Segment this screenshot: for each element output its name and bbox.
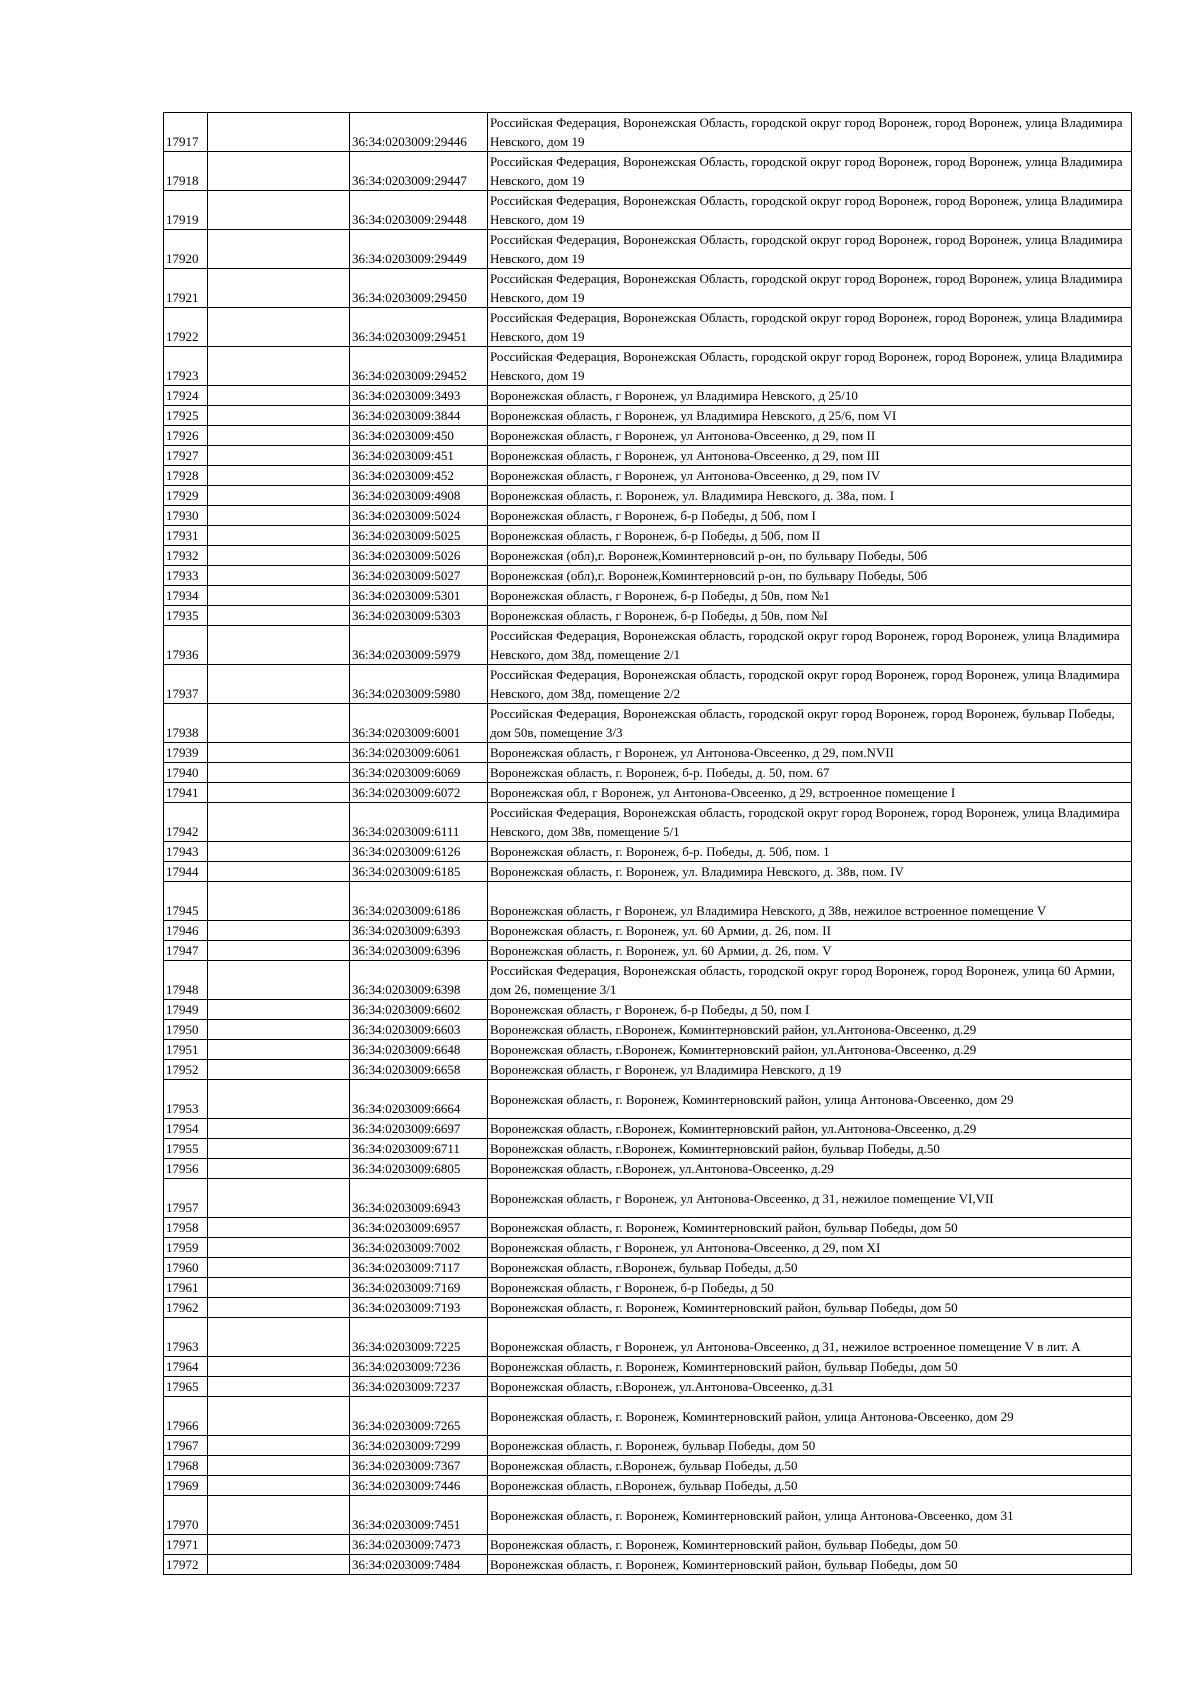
row-number-cell: 17968 bbox=[164, 1456, 208, 1476]
row-number-cell: 17950 bbox=[164, 1020, 208, 1040]
table-row bbox=[164, 386, 1132, 406]
empty-cell bbox=[208, 1040, 350, 1060]
row-number-cell: 17972 bbox=[164, 1555, 208, 1575]
address-cell: Российская Федерация, Воронежская Область, городской округ город Воронеж, город Воронеж, улица Владимира Невского, дом 19 bbox=[488, 269, 1132, 308]
address-cell: Воронежская (обл),г. Воронеж,Коминтерновсий р-он, по бульвару Победы, 50б bbox=[488, 566, 1132, 586]
empty-cell bbox=[208, 941, 350, 961]
cadastral-number-cell: 36:34:0203009:7446 bbox=[350, 1476, 488, 1496]
empty-cell bbox=[208, 1020, 350, 1040]
row-number-cell: 17925 bbox=[164, 406, 208, 426]
table-row bbox=[164, 921, 1132, 941]
empty-cell bbox=[208, 1535, 350, 1555]
row-number-cell: 17920 bbox=[164, 230, 208, 269]
table-row bbox=[164, 1020, 1132, 1040]
table-row bbox=[164, 1476, 1132, 1496]
registry-table bbox=[163, 112, 1132, 1575]
empty-cell bbox=[208, 1080, 350, 1119]
address-cell: Воронежская область, г Воронеж, б-р Победы, д 50б, пом II bbox=[488, 526, 1132, 546]
row-number-cell: 17969 bbox=[164, 1476, 208, 1496]
table-row bbox=[164, 406, 1132, 426]
cadastral-number-cell: 36:34:0203009:29451 bbox=[350, 308, 488, 347]
empty-cell bbox=[208, 191, 350, 230]
empty-cell bbox=[208, 1258, 350, 1278]
row-number-cell: 17962 bbox=[164, 1298, 208, 1318]
empty-cell bbox=[208, 1456, 350, 1476]
row-number-cell: 17970 bbox=[164, 1496, 208, 1535]
cadastral-number-cell: 36:34:0203009:5303 bbox=[350, 606, 488, 626]
table-row bbox=[164, 626, 1132, 665]
table-row bbox=[164, 1436, 1132, 1456]
table-row bbox=[164, 1496, 1132, 1535]
address-cell: Воронежская область, г. Воронеж, ул. Владимира Невского, д. 38а, пом. I bbox=[488, 486, 1132, 506]
cadastral-number-cell: 36:34:0203009:5024 bbox=[350, 506, 488, 526]
cadastral-number-cell: 36:34:0203009:5979 bbox=[350, 626, 488, 665]
table-row bbox=[164, 1357, 1132, 1377]
table-row bbox=[164, 1535, 1132, 1555]
table-row bbox=[164, 803, 1132, 842]
address-cell: Воронежская область, г.Воронеж, бульвар Победы, д.50 bbox=[488, 1476, 1132, 1496]
row-number-cell: 17946 bbox=[164, 921, 208, 941]
table-row bbox=[164, 113, 1132, 152]
table-row bbox=[164, 1080, 1132, 1119]
row-number-cell: 17919 bbox=[164, 191, 208, 230]
cadastral-number-cell: 36:34:0203009:7299 bbox=[350, 1436, 488, 1456]
row-number-cell: 17938 bbox=[164, 704, 208, 743]
address-cell: Воронежская область, г. Воронеж, Коминтерновский район, бульвар Победы, дом 50 bbox=[488, 1357, 1132, 1377]
table-row bbox=[164, 1238, 1132, 1258]
empty-cell bbox=[208, 269, 350, 308]
address-cell: Российская Федерация, Воронежская Область, городской округ город Воронеж, город Воронеж, улица Владимира Невского, дом 19 bbox=[488, 152, 1132, 191]
table-row bbox=[164, 586, 1132, 606]
address-cell: Воронежская область, г.Воронеж, Коминтерновский район, бульвар Победы, д.50 bbox=[488, 1139, 1132, 1159]
cadastral-number-cell: 36:34:0203009:6805 bbox=[350, 1159, 488, 1179]
cadastral-number-cell: 36:34:0203009:29447 bbox=[350, 152, 488, 191]
cadastral-number-cell: 36:34:0203009:7225 bbox=[350, 1318, 488, 1357]
row-number-cell: 17940 bbox=[164, 763, 208, 783]
table-row bbox=[164, 566, 1132, 586]
address-cell: Воронежская обл, г Воронеж, ул Антонова-Овсеенко, д 29, встроенное помещение I bbox=[488, 783, 1132, 803]
empty-cell bbox=[208, 506, 350, 526]
table-row bbox=[164, 1278, 1132, 1298]
empty-cell bbox=[208, 1357, 350, 1377]
table-row bbox=[164, 1456, 1132, 1476]
empty-cell bbox=[208, 763, 350, 783]
empty-cell bbox=[208, 665, 350, 704]
cadastral-number-cell: 36:34:0203009:6069 bbox=[350, 763, 488, 783]
address-cell: Воронежская область, г. Воронеж, Коминтерновский район, улица Антонова-Овсеенко, дом 31 bbox=[488, 1496, 1132, 1535]
address-cell: Воронежская область, г Воронеж, ул Антонова-Овсеенко, д 29, пом III bbox=[488, 446, 1132, 466]
row-number-cell: 17960 bbox=[164, 1258, 208, 1278]
address-cell: Воронежская область, г. Воронеж, Коминтерновский район, бульвар Победы, дом 50 bbox=[488, 1555, 1132, 1575]
table-row bbox=[164, 466, 1132, 486]
cadastral-number-cell: 36:34:0203009:452 bbox=[350, 466, 488, 486]
empty-cell bbox=[208, 704, 350, 743]
cadastral-number-cell: 36:34:0203009:6658 bbox=[350, 1060, 488, 1080]
table-row bbox=[164, 606, 1132, 626]
cadastral-number-cell: 36:34:0203009:6185 bbox=[350, 862, 488, 882]
row-number-cell: 17921 bbox=[164, 269, 208, 308]
address-cell: Воронежская область, г. Воронеж, Коминтерновский район, бульвар Победы, дом 50 bbox=[488, 1298, 1132, 1318]
table-row bbox=[164, 704, 1132, 743]
empty-cell bbox=[208, 1397, 350, 1436]
address-cell: Воронежская область, г Воронеж, б-р Победы, д 50, пом I bbox=[488, 1000, 1132, 1020]
cadastral-number-cell: 36:34:0203009:5027 bbox=[350, 566, 488, 586]
table-row bbox=[164, 763, 1132, 783]
address-cell: Воронежская область, г. Воронеж, бульвар Победы, дом 50 bbox=[488, 1436, 1132, 1456]
table-row bbox=[164, 426, 1132, 446]
cadastral-number-cell: 36:34:0203009:29449 bbox=[350, 230, 488, 269]
table-row bbox=[164, 269, 1132, 308]
empty-cell bbox=[208, 1496, 350, 1535]
address-cell: Воронежская область, г Воронеж, ул Владимира Невского, д 38в, нежилое встроенное помещение V bbox=[488, 882, 1132, 921]
empty-cell bbox=[208, 230, 350, 269]
cadastral-number-cell: 36:34:0203009:6711 bbox=[350, 1139, 488, 1159]
row-number-cell: 17928 bbox=[164, 466, 208, 486]
table-row bbox=[164, 308, 1132, 347]
empty-cell bbox=[208, 1159, 350, 1179]
empty-cell bbox=[208, 743, 350, 763]
empty-cell bbox=[208, 606, 350, 626]
table-row bbox=[164, 1139, 1132, 1159]
address-cell: Воронежская область, г.Воронеж, ул.Антонова-Овсеенко, д.31 bbox=[488, 1377, 1132, 1397]
cadastral-number-cell: 36:34:0203009:6398 bbox=[350, 961, 488, 1000]
address-cell: Воронежская область, г. Воронеж, ул. 60 Армии, д. 26, пом. V bbox=[488, 941, 1132, 961]
cadastral-number-cell: 36:34:0203009:7367 bbox=[350, 1456, 488, 1476]
address-cell: Российская Федерация, Воронежская Область, городской округ город Воронеж, город Воронеж, улица Владимира Невского, дом 19 bbox=[488, 191, 1132, 230]
address-cell: Воронежская область, г.Воронеж, бульвар Победы, д.50 bbox=[488, 1258, 1132, 1278]
empty-cell bbox=[208, 586, 350, 606]
table-row bbox=[164, 961, 1132, 1000]
address-cell: Российская Федерация, Воронежская область, городской округ город Воронеж, город Воронеж, улица 60 Армии, дом 26, помещение 3/1 bbox=[488, 961, 1132, 1000]
row-number-cell: 17922 bbox=[164, 308, 208, 347]
row-number-cell: 17935 bbox=[164, 606, 208, 626]
table-row bbox=[164, 842, 1132, 862]
empty-cell bbox=[208, 406, 350, 426]
row-number-cell: 17947 bbox=[164, 941, 208, 961]
table-row bbox=[164, 506, 1132, 526]
address-cell: Воронежская область, г. Воронеж, б-р. Победы, д. 50б, пом. 1 bbox=[488, 842, 1132, 862]
table-row bbox=[164, 1397, 1132, 1436]
table-row bbox=[164, 1218, 1132, 1238]
table-row bbox=[164, 152, 1132, 191]
row-number-cell: 17967 bbox=[164, 1436, 208, 1456]
empty-cell bbox=[208, 1060, 350, 1080]
table-row bbox=[164, 941, 1132, 961]
cadastral-number-cell: 36:34:0203009:6943 bbox=[350, 1179, 488, 1218]
empty-cell bbox=[208, 1218, 350, 1238]
empty-cell bbox=[208, 1119, 350, 1139]
row-number-cell: 17951 bbox=[164, 1040, 208, 1060]
address-cell: Воронежская область, г Воронеж, ул Антонова-Овсеенко, д 31, нежилое помещение VI,VII bbox=[488, 1179, 1132, 1218]
address-cell: Воронежская область, г. Воронеж, Коминтерновский район, улица Антонова-Овсеенко, дом 29 bbox=[488, 1080, 1132, 1119]
cadastral-number-cell: 36:34:0203009:3844 bbox=[350, 406, 488, 426]
address-cell: Российская Федерация, Воронежская область, городской округ город Воронеж, город Воронеж, бульвар Победы, дом 50в, помещение 3/3 bbox=[488, 704, 1132, 743]
empty-cell bbox=[208, 466, 350, 486]
table-row bbox=[164, 1000, 1132, 1020]
table-row bbox=[164, 446, 1132, 466]
row-number-cell: 17941 bbox=[164, 783, 208, 803]
empty-cell bbox=[208, 882, 350, 921]
cadastral-number-cell: 36:34:0203009:7237 bbox=[350, 1377, 488, 1397]
empty-cell bbox=[208, 566, 350, 586]
empty-cell bbox=[208, 386, 350, 406]
address-cell: Российская Федерация, Воронежская область, городской округ город Воронеж, город Воронеж, улица Владимира Невского, дом 38д, помещение 2/2 bbox=[488, 665, 1132, 704]
empty-cell bbox=[208, 1476, 350, 1496]
row-number-cell: 17939 bbox=[164, 743, 208, 763]
address-cell: Российская Федерация, Воронежская область, городской округ город Воронеж, город Воронеж, улица Владимира Невского, дом 38в, помещение 5/1 bbox=[488, 803, 1132, 842]
table-row bbox=[164, 1040, 1132, 1060]
empty-cell bbox=[208, 1298, 350, 1318]
empty-cell bbox=[208, 546, 350, 566]
row-number-cell: 17943 bbox=[164, 842, 208, 862]
empty-cell bbox=[208, 308, 350, 347]
table-row bbox=[164, 546, 1132, 566]
empty-cell bbox=[208, 113, 350, 152]
address-cell: Воронежская область, г. Воронеж, ул. Владимира Невского, д. 38в, пом. IV bbox=[488, 862, 1132, 882]
cadastral-number-cell: 36:34:0203009:5301 bbox=[350, 586, 488, 606]
table-row bbox=[164, 1555, 1132, 1575]
cadastral-number-cell: 36:34:0203009:5026 bbox=[350, 546, 488, 566]
row-number-cell: 17961 bbox=[164, 1278, 208, 1298]
cadastral-number-cell: 36:34:0203009:6603 bbox=[350, 1020, 488, 1040]
cadastral-number-cell: 36:34:0203009:29448 bbox=[350, 191, 488, 230]
row-number-cell: 17933 bbox=[164, 566, 208, 586]
table-row bbox=[164, 783, 1132, 803]
empty-cell bbox=[208, 1555, 350, 1575]
table-row bbox=[164, 486, 1132, 506]
address-cell: Российская Федерация, Воронежская Область, городской округ город Воронеж, город Воронеж, улица Владимира Невского, дом 19 bbox=[488, 230, 1132, 269]
row-number-cell: 17954 bbox=[164, 1119, 208, 1139]
row-number-cell: 17937 bbox=[164, 665, 208, 704]
cadastral-number-cell: 36:34:0203009:5980 bbox=[350, 665, 488, 704]
empty-cell bbox=[208, 1238, 350, 1258]
cadastral-number-cell: 36:34:0203009:6072 bbox=[350, 783, 488, 803]
empty-cell bbox=[208, 486, 350, 506]
address-cell: Воронежская область, г Воронеж, ул Владимира Невского, д 19 bbox=[488, 1060, 1132, 1080]
address-cell: Воронежская область, г Воронеж, ул Антонова-Овсеенко, д 29, пом IV bbox=[488, 466, 1132, 486]
address-cell: Воронежская область, г.Воронеж, Коминтерновский район, ул.Антонова-Овсеенко, д.29 bbox=[488, 1040, 1132, 1060]
address-cell: Воронежская область, г.Воронеж, Коминтерновский район, ул.Антонова-Овсеенко, д.29 bbox=[488, 1119, 1132, 1139]
address-cell: Российская Федерация, Воронежская Область, городской округ город Воронеж, город Воронеж, улица Владимира Невского, дом 19 bbox=[488, 347, 1132, 386]
table-row bbox=[164, 1377, 1132, 1397]
cadastral-number-cell: 36:34:0203009:6186 bbox=[350, 882, 488, 921]
row-number-cell: 17923 bbox=[164, 347, 208, 386]
cadastral-number-cell: 36:34:0203009:7117 bbox=[350, 1258, 488, 1278]
cadastral-number-cell: 36:34:0203009:7002 bbox=[350, 1238, 488, 1258]
cadastral-number-cell: 36:34:0203009:29450 bbox=[350, 269, 488, 308]
address-cell: Российская Федерация, Воронежская Область, городской округ город Воронеж, город Воронеж, улица Владимира Невского, дом 19 bbox=[488, 308, 1132, 347]
empty-cell bbox=[208, 426, 350, 446]
address-cell: Воронежская область, г Воронеж, ул Владимира Невского, д 25/10 bbox=[488, 386, 1132, 406]
row-number-cell: 17956 bbox=[164, 1159, 208, 1179]
address-cell: Воронежская область, г Воронеж, ул Владимира Невского, д 25/6, пом VI bbox=[488, 406, 1132, 426]
table-row bbox=[164, 665, 1132, 704]
empty-cell bbox=[208, 347, 350, 386]
row-number-cell: 17952 bbox=[164, 1060, 208, 1080]
cadastral-number-cell: 36:34:0203009:6396 bbox=[350, 941, 488, 961]
address-cell: Воронежская область, г Воронеж, б-р Победы, д 50в, пом №1 bbox=[488, 586, 1132, 606]
empty-cell bbox=[208, 921, 350, 941]
row-number-cell: 17958 bbox=[164, 1218, 208, 1238]
row-number-cell: 17936 bbox=[164, 626, 208, 665]
row-number-cell: 17953 bbox=[164, 1080, 208, 1119]
address-cell: Воронежская область, г. Воронеж, б-р. Победы, д. 50, пом. 67 bbox=[488, 763, 1132, 783]
empty-cell bbox=[208, 862, 350, 882]
table-row bbox=[164, 526, 1132, 546]
cadastral-number-cell: 36:34:0203009:6061 bbox=[350, 743, 488, 763]
table-row bbox=[164, 1258, 1132, 1278]
address-cell: Воронежская область, г. Воронеж, Коминтерновский район, бульвар Победы, дом 50 bbox=[488, 1218, 1132, 1238]
row-number-cell: 17965 bbox=[164, 1377, 208, 1397]
address-cell: Воронежская область, г Воронеж, б-р Победы, д 50в, пом №I bbox=[488, 606, 1132, 626]
cadastral-number-cell: 36:34:0203009:4908 bbox=[350, 486, 488, 506]
cadastral-number-cell: 36:34:0203009:6126 bbox=[350, 842, 488, 862]
row-number-cell: 17963 bbox=[164, 1318, 208, 1357]
row-number-cell: 17957 bbox=[164, 1179, 208, 1218]
cadastral-number-cell: 36:34:0203009:6697 bbox=[350, 1119, 488, 1139]
address-cell: Воронежская область, г Воронеж, б-р Победы, д 50б, пом I bbox=[488, 506, 1132, 526]
cadastral-number-cell: 36:34:0203009:6664 bbox=[350, 1080, 488, 1119]
address-cell: Воронежская область, г Воронеж, ул Антонова-Овсеенко, д 29, пом.NVII bbox=[488, 743, 1132, 763]
empty-cell bbox=[208, 803, 350, 842]
cadastral-number-cell: 36:34:0203009:7473 bbox=[350, 1535, 488, 1555]
cadastral-number-cell: 36:34:0203009:6957 bbox=[350, 1218, 488, 1238]
cadastral-number-cell: 36:34:0203009:7451 bbox=[350, 1496, 488, 1535]
cadastral-number-cell: 36:34:0203009:6602 bbox=[350, 1000, 488, 1020]
row-number-cell: 17964 bbox=[164, 1357, 208, 1377]
table-row bbox=[164, 230, 1132, 269]
row-number-cell: 17966 bbox=[164, 1397, 208, 1436]
cadastral-number-cell: 36:34:0203009:7484 bbox=[350, 1555, 488, 1575]
cadastral-number-cell: 36:34:0203009:5025 bbox=[350, 526, 488, 546]
row-number-cell: 17934 bbox=[164, 586, 208, 606]
address-cell: Воронежская область, г.Воронеж, Коминтерновский район, ул.Антонова-Овсеенко, д.29 bbox=[488, 1020, 1132, 1040]
address-cell: Воронежская область, г Воронеж, ул Антонова-Овсеенко, д 29, пом XI bbox=[488, 1238, 1132, 1258]
cadastral-number-cell: 36:34:0203009:7236 bbox=[350, 1357, 488, 1377]
row-number-cell: 17945 bbox=[164, 882, 208, 921]
empty-cell bbox=[208, 961, 350, 1000]
cadastral-number-cell: 36:34:0203009:29446 bbox=[350, 113, 488, 152]
address-cell: Воронежская область, г. Воронеж, Коминтерновский район, улица Антонова-Овсеенко, дом 29 bbox=[488, 1397, 1132, 1436]
empty-cell bbox=[208, 626, 350, 665]
cadastral-number-cell: 36:34:0203009:450 bbox=[350, 426, 488, 446]
cadastral-number-cell: 36:34:0203009:3493 bbox=[350, 386, 488, 406]
table-row bbox=[164, 1159, 1132, 1179]
empty-cell bbox=[208, 1318, 350, 1357]
table-row bbox=[164, 882, 1132, 921]
table-row bbox=[164, 1060, 1132, 1080]
cadastral-number-cell: 36:34:0203009:7193 bbox=[350, 1298, 488, 1318]
row-number-cell: 17931 bbox=[164, 526, 208, 546]
empty-cell bbox=[208, 842, 350, 862]
table-row bbox=[164, 862, 1132, 882]
empty-cell bbox=[208, 1377, 350, 1397]
table-row bbox=[164, 1119, 1132, 1139]
table-row bbox=[164, 1318, 1132, 1357]
address-cell: Воронежская область, г.Воронеж, бульвар Победы, д.50 bbox=[488, 1456, 1132, 1476]
table-row bbox=[164, 1298, 1132, 1318]
row-number-cell: 17927 bbox=[164, 446, 208, 466]
empty-cell bbox=[208, 1179, 350, 1218]
table-row bbox=[164, 743, 1132, 763]
address-cell: Российская Федерация, Воронежская Область, городской округ город Воронеж, город Воронеж, улица Владимира Невского, дом 19 bbox=[488, 113, 1132, 152]
row-number-cell: 17948 bbox=[164, 961, 208, 1000]
row-number-cell: 17926 bbox=[164, 426, 208, 446]
address-cell: Воронежская область, г Воронеж, ул Антонова-Овсеенко, д 29, пом II bbox=[488, 426, 1132, 446]
empty-cell bbox=[208, 1278, 350, 1298]
row-number-cell: 17918 bbox=[164, 152, 208, 191]
row-number-cell: 17930 bbox=[164, 506, 208, 526]
row-number-cell: 17959 bbox=[164, 1238, 208, 1258]
empty-cell bbox=[208, 1000, 350, 1020]
row-number-cell: 17917 bbox=[164, 113, 208, 152]
empty-cell bbox=[208, 1436, 350, 1456]
cadastral-number-cell: 36:34:0203009:7265 bbox=[350, 1397, 488, 1436]
table-row bbox=[164, 347, 1132, 386]
table-row bbox=[164, 1179, 1132, 1218]
row-number-cell: 17949 bbox=[164, 1000, 208, 1020]
cadastral-number-cell: 36:34:0203009:7169 bbox=[350, 1278, 488, 1298]
row-number-cell: 17955 bbox=[164, 1139, 208, 1159]
empty-cell bbox=[208, 152, 350, 191]
row-number-cell: 17932 bbox=[164, 546, 208, 566]
cadastral-number-cell: 36:34:0203009:451 bbox=[350, 446, 488, 466]
table-row bbox=[164, 191, 1132, 230]
cadastral-number-cell: 36:34:0203009:6648 bbox=[350, 1040, 488, 1060]
row-number-cell: 17942 bbox=[164, 803, 208, 842]
registry-table-body bbox=[164, 113, 1132, 1575]
row-number-cell: 17929 bbox=[164, 486, 208, 506]
empty-cell bbox=[208, 783, 350, 803]
row-number-cell: 17944 bbox=[164, 862, 208, 882]
cadastral-number-cell: 36:34:0203009:6111 bbox=[350, 803, 488, 842]
address-cell: Воронежская область, г Воронеж, б-р Победы, д 50 bbox=[488, 1278, 1132, 1298]
address-cell: Воронежская область, г. Воронеж, ул. 60 Армии, д. 26, пом. II bbox=[488, 921, 1132, 941]
empty-cell bbox=[208, 1139, 350, 1159]
address-cell: Воронежская (обл),г. Воронеж,Коминтерновсий р-он, по бульвару Победы, 50б bbox=[488, 546, 1132, 566]
address-cell: Воронежская область, г Воронеж, ул Антонова-Овсеенко, д 31, нежилое встроенное помещение V в лит. А bbox=[488, 1318, 1132, 1357]
address-cell: Воронежская область, г. Воронеж, Коминтерновский район, бульвар Победы, дом 50 bbox=[488, 1535, 1132, 1555]
registry-sheet bbox=[163, 112, 1132, 1575]
empty-cell bbox=[208, 526, 350, 546]
empty-cell bbox=[208, 446, 350, 466]
row-number-cell: 17971 bbox=[164, 1535, 208, 1555]
cadastral-number-cell: 36:34:0203009:6001 bbox=[350, 704, 488, 743]
address-cell: Воронежская область, г.Воронеж, ул.Антонова-Овсеенко, д.29 bbox=[488, 1159, 1132, 1179]
address-cell: Российская Федерация, Воронежская область, городской округ город Воронеж, город Воронеж, улица Владимира Невского, дом 38д, помещение 2/1 bbox=[488, 626, 1132, 665]
row-number-cell: 17924 bbox=[164, 386, 208, 406]
cadastral-number-cell: 36:34:0203009:29452 bbox=[350, 347, 488, 386]
cadastral-number-cell: 36:34:0203009:6393 bbox=[350, 921, 488, 941]
